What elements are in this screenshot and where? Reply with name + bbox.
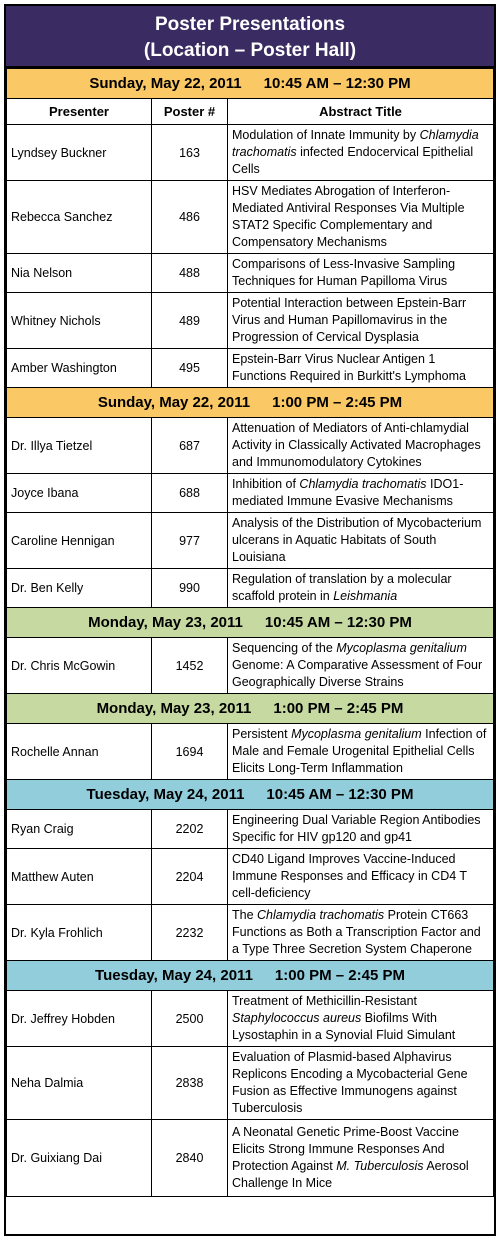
- table-row: [7, 569, 494, 608]
- poster-number-cell: 163: [152, 125, 228, 181]
- abstract-title-cell: Persistent Mycoplasma genitalium Infection of Male and Female Urogenital Epithelial Cells Elicits Long-Term Inflammation: [228, 724, 494, 780]
- presenter-cell: Dr. Guixiang Dai: [7, 1120, 152, 1197]
- header: [6, 6, 494, 68]
- poster-number-cell: 1452: [152, 638, 228, 694]
- session-time: 10:45 AM – 12:30 PM: [264, 614, 412, 631]
- presenter-cell: Dr. Kyla Frohlich: [7, 905, 152, 961]
- presenter-cell: Dr. Jeffrey Hobden: [7, 991, 152, 1047]
- table-row: [7, 724, 494, 780]
- table-row: [7, 254, 494, 293]
- page-title: Poster Presentations: [154, 14, 346, 35]
- poster-number-cell: 2500: [152, 991, 228, 1047]
- abstract-title-cell: Potential Interaction between Epstein-Barr Virus and Human Papillomavirus in the Progression of Cervical Dysplasia: [228, 293, 494, 349]
- table-row: [7, 1047, 494, 1120]
- abstract-title-cell: Evaluation of Plasmid-based Alphavirus Replicons Encoding a Mycobacterial Gene Fusion as Effective Immunogens against Tuberculosis: [228, 1047, 494, 1120]
- session-date: Tuesday, May 24, 2011: [95, 967, 253, 984]
- table-row: [7, 125, 494, 181]
- table-row: [7, 810, 494, 849]
- table-row: [7, 991, 494, 1047]
- abstract-title-cell: Engineering Dual Variable Region Antibodies Specific for HIV gp120 and gp41: [228, 810, 494, 849]
- abstract-title-cell: The Chlamydia trachomatis Protein CT663 Functions as Both a Transcription Factor and a Type Three Secretion System Chaperone: [228, 905, 494, 961]
- abstract-title-cell: Comparisons of Less-Invasive Sampling Techniques for Human Papilloma Virus: [228, 254, 494, 293]
- session-header: [7, 780, 494, 810]
- abstract-title-cell: Epstein-Barr Virus Nuclear Antigen 1 Functions Required in Burkitt's Lymphoma: [228, 349, 494, 388]
- abstract-title-cell: Modulation of Innate Immunity by Chlamydia trachomatis infected Endocervical Epithelial Cells: [228, 125, 494, 181]
- presenter-cell: Neha Dalmia: [7, 1047, 152, 1120]
- presenter-cell: Nia Nelson: [7, 254, 152, 293]
- session-time: 1:00 PM – 2:45 PM: [274, 967, 405, 984]
- poster-number-cell: 1694: [152, 724, 228, 780]
- poster-schedule: [4, 4, 496, 1236]
- page-subtitle: (Location – Poster Hall): [143, 40, 357, 61]
- column-header-row: [7, 99, 494, 125]
- session-date: Tuesday, May 24, 2011: [86, 786, 245, 803]
- poster-number-cell: 2202: [152, 810, 228, 849]
- abstract-title-cell: CD40 Ligand Improves Vaccine-Induced Immune Responses and Efficacy in CD4 T cell-deficiency: [228, 849, 494, 905]
- presenter-cell: Matthew Auten: [7, 849, 152, 905]
- poster-number-cell: 688: [152, 474, 228, 513]
- presenter-cell: Dr. Illya Tietzel: [7, 418, 152, 474]
- table-row: [7, 1120, 494, 1197]
- poster-number-cell: 2204: [152, 849, 228, 905]
- presenter-cell: Rochelle Annan: [7, 724, 152, 780]
- session-header: [7, 694, 494, 724]
- session-date: Sunday, May 22, 2011: [97, 394, 251, 411]
- session-header: [7, 388, 494, 418]
- poster-number-cell: 2838: [152, 1047, 228, 1120]
- session-header: [7, 608, 494, 638]
- poster-number-cell: 990: [152, 569, 228, 608]
- table-row: [7, 293, 494, 349]
- poster-number-cell: 977: [152, 513, 228, 569]
- table-row: [7, 181, 494, 254]
- poster-number-cell: 495: [152, 349, 228, 388]
- table-row: [7, 474, 494, 513]
- abstract-title-cell: Analysis of the Distribution of Mycobacterium ulcerans in Aquatic Habitats of South Louisiana: [228, 513, 494, 569]
- abstract-title-cell: HSV Mediates Abrogation of Interferon-Mediated Antiviral Responses Via Multiple STAT2 Specific Complementary and Compensatory Mechanisms: [228, 181, 494, 254]
- session-header: [7, 69, 494, 99]
- abstract-title-cell: Inhibition of Chlamydia trachomatis IDO1-mediated Immune Evasive Mechanisms: [228, 474, 494, 513]
- column-header-presenter: Presenter: [7, 99, 152, 125]
- presenter-cell: Amber Washington: [7, 349, 152, 388]
- abstract-title-cell: Sequencing of the Mycoplasma genitalium Genome: A Comparative Assessment of Four Geographically Diverse Strains: [228, 638, 494, 694]
- poster-number-cell: 687: [152, 418, 228, 474]
- schedule-table: [6, 68, 494, 1197]
- poster-number-cell: 488: [152, 254, 228, 293]
- presenter-cell: Ryan Craig: [7, 810, 152, 849]
- session-time: 10:45 AM – 12:30 PM: [263, 75, 411, 92]
- session-header: [7, 961, 494, 991]
- session-date: Sunday, May 22, 2011: [89, 75, 242, 92]
- abstract-title-cell: Attenuation of Mediators of Anti-chlamydial Activity in Classically Activated Macrophages and Immunomodulatory Cytokines: [228, 418, 494, 474]
- session-time: 10:45 AM – 12:30 PM: [266, 786, 414, 803]
- poster-number-cell: 2840: [152, 1120, 228, 1197]
- session-date: Monday, May 23, 2011: [96, 700, 252, 717]
- presenter-cell: Rebecca Sanchez: [7, 181, 152, 254]
- poster-number-cell: 489: [152, 293, 228, 349]
- presenter-cell: Whitney Nichols: [7, 293, 152, 349]
- presenter-cell: Caroline Hennigan: [7, 513, 152, 569]
- schedule-body: [7, 69, 494, 1197]
- table-row: [7, 638, 494, 694]
- session-time: 1:00 PM – 2:45 PM: [272, 394, 403, 411]
- table-row: [7, 905, 494, 961]
- abstract-title-cell: Regulation of translation by a molecular scaffold protein in Leishmania: [228, 569, 494, 608]
- abstract-title-cell: Treatment of Methicillin-Resistant Staphylococcus aureus Biofilms With Lysostaphin in a Synovial Fluid Simulant: [228, 991, 494, 1047]
- abstract-title-cell: A Neonatal Genetic Prime-Boost Vaccine Elicits Strong Immune Responses And Protection Against M. Tuberculosis Aerosol Challenge In Mice: [228, 1120, 494, 1197]
- presenter-cell: Dr. Ben Kelly: [7, 569, 152, 608]
- presenter-cell: Lyndsey Buckner: [7, 125, 152, 181]
- column-header-poster: Poster #: [152, 99, 228, 125]
- table-row: [7, 513, 494, 569]
- table-row: [7, 849, 494, 905]
- session-date: Monday, May 23, 2011: [88, 614, 243, 631]
- table-row: [7, 418, 494, 474]
- session-time: 1:00 PM – 2:45 PM: [273, 700, 404, 717]
- presenter-cell: Dr. Chris McGowin: [7, 638, 152, 694]
- column-header-abstract: Abstract Title: [228, 99, 494, 125]
- poster-number-cell: 2232: [152, 905, 228, 961]
- table-row: [7, 349, 494, 388]
- presenter-cell: Joyce Ibana: [7, 474, 152, 513]
- poster-number-cell: 486: [152, 181, 228, 254]
